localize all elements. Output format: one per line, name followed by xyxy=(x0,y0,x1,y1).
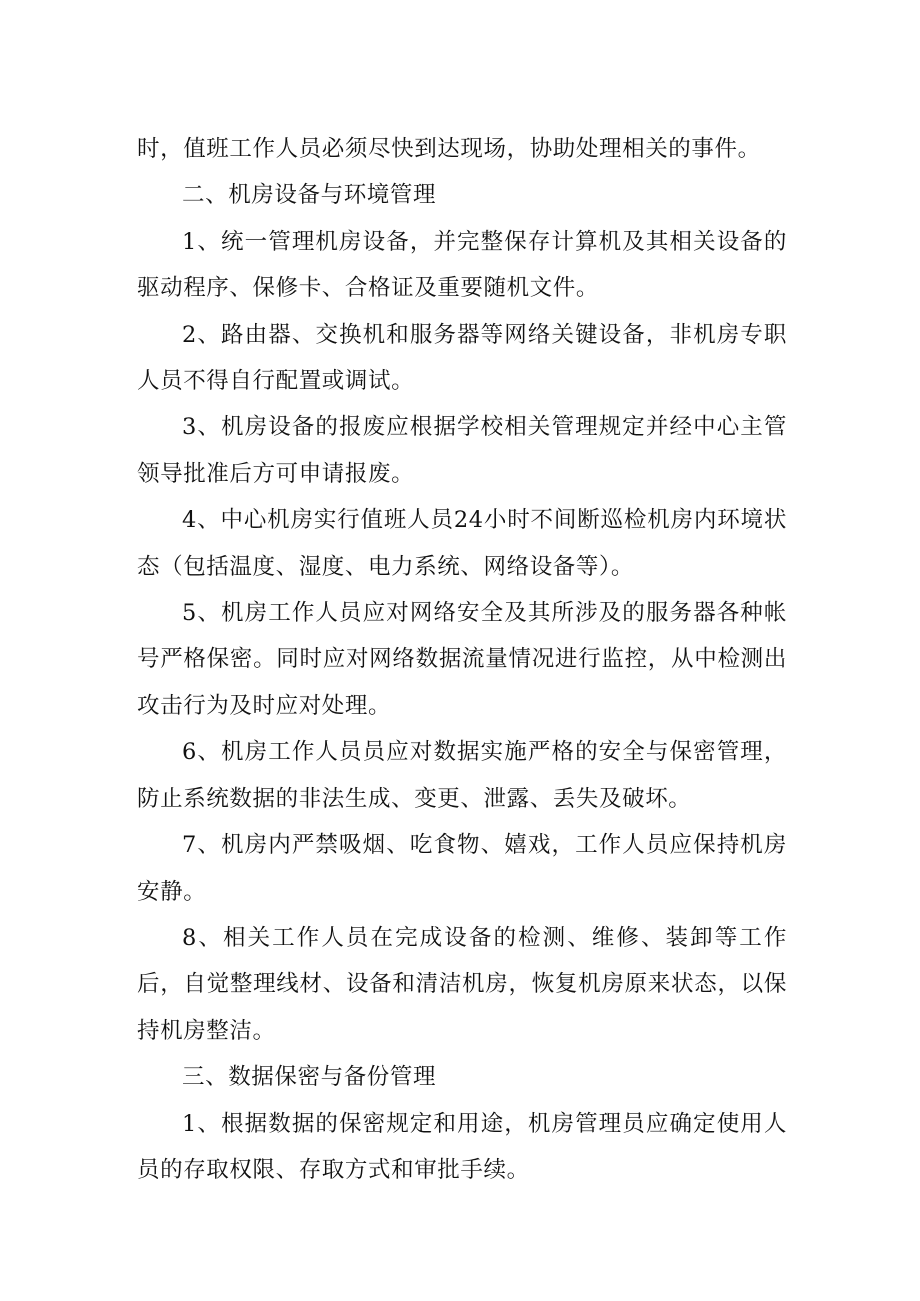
section-heading-equipment: 二、机房设备与环境管理 xyxy=(182,182,437,209)
paragraph-item-4: 4、中心机房实行值班人员24小时不间断巡检机房内环境状态（包括温度、湿度、电力系统、网络设备等）。 xyxy=(137,507,787,580)
section-heading-data: 三、数据保密与备份管理 xyxy=(182,1064,437,1091)
paragraph-item-5: 5、机房工作人员应对网络安全及其所涉及的服务器各种帐号严格保密。同时应对网络数据流量情况进行监控，从中检测出攻击行为及时应对处理。 xyxy=(137,600,787,719)
paragraph-item-6: 6、机房工作人员员应对数据实施严格的安全与保密管理，防止系统数据的非法生成、变更、泄露、丢失及破坏。 xyxy=(137,739,787,812)
paragraph-data-item-1: 1、根据数据的保密规定和用途，机房管理员应确定使用人员的存取权限、存取方式和审批手续。 xyxy=(137,1110,787,1183)
paragraph-item-7: 7、机房内严禁吸烟、吃食物、嬉戏，工作人员应保持机房安静。 xyxy=(137,832,787,905)
paragraph-item-3: 3、机房设备的报废应根据学校相关管理规定并经中心主管领导批准后方可申请报废。 xyxy=(137,414,787,487)
paragraph-item-1: 1、统一管理机房设备，并完整保存计算机及其相关设备的驱动程序、保修卡、合格证及重要随机文件。 xyxy=(137,228,787,302)
paragraph-continuation: 时，值班工作人员必须尽快到达现场，协助处理相关的事件。 xyxy=(137,136,761,162)
document-body xyxy=(137,126,787,1193)
paragraph-item-8: 8、相关工作人员在完成设备的检测、维修、装卸等工作后，自觉整理线材、设备和清洁机房，恢复机房原来状态，以保持机房整洁。 xyxy=(137,924,787,1044)
paragraph-item-2: 2、路由器、交换机和服务器等网络关键设备，非机房专职人员不得自行配置或调试。 xyxy=(137,321,787,395)
